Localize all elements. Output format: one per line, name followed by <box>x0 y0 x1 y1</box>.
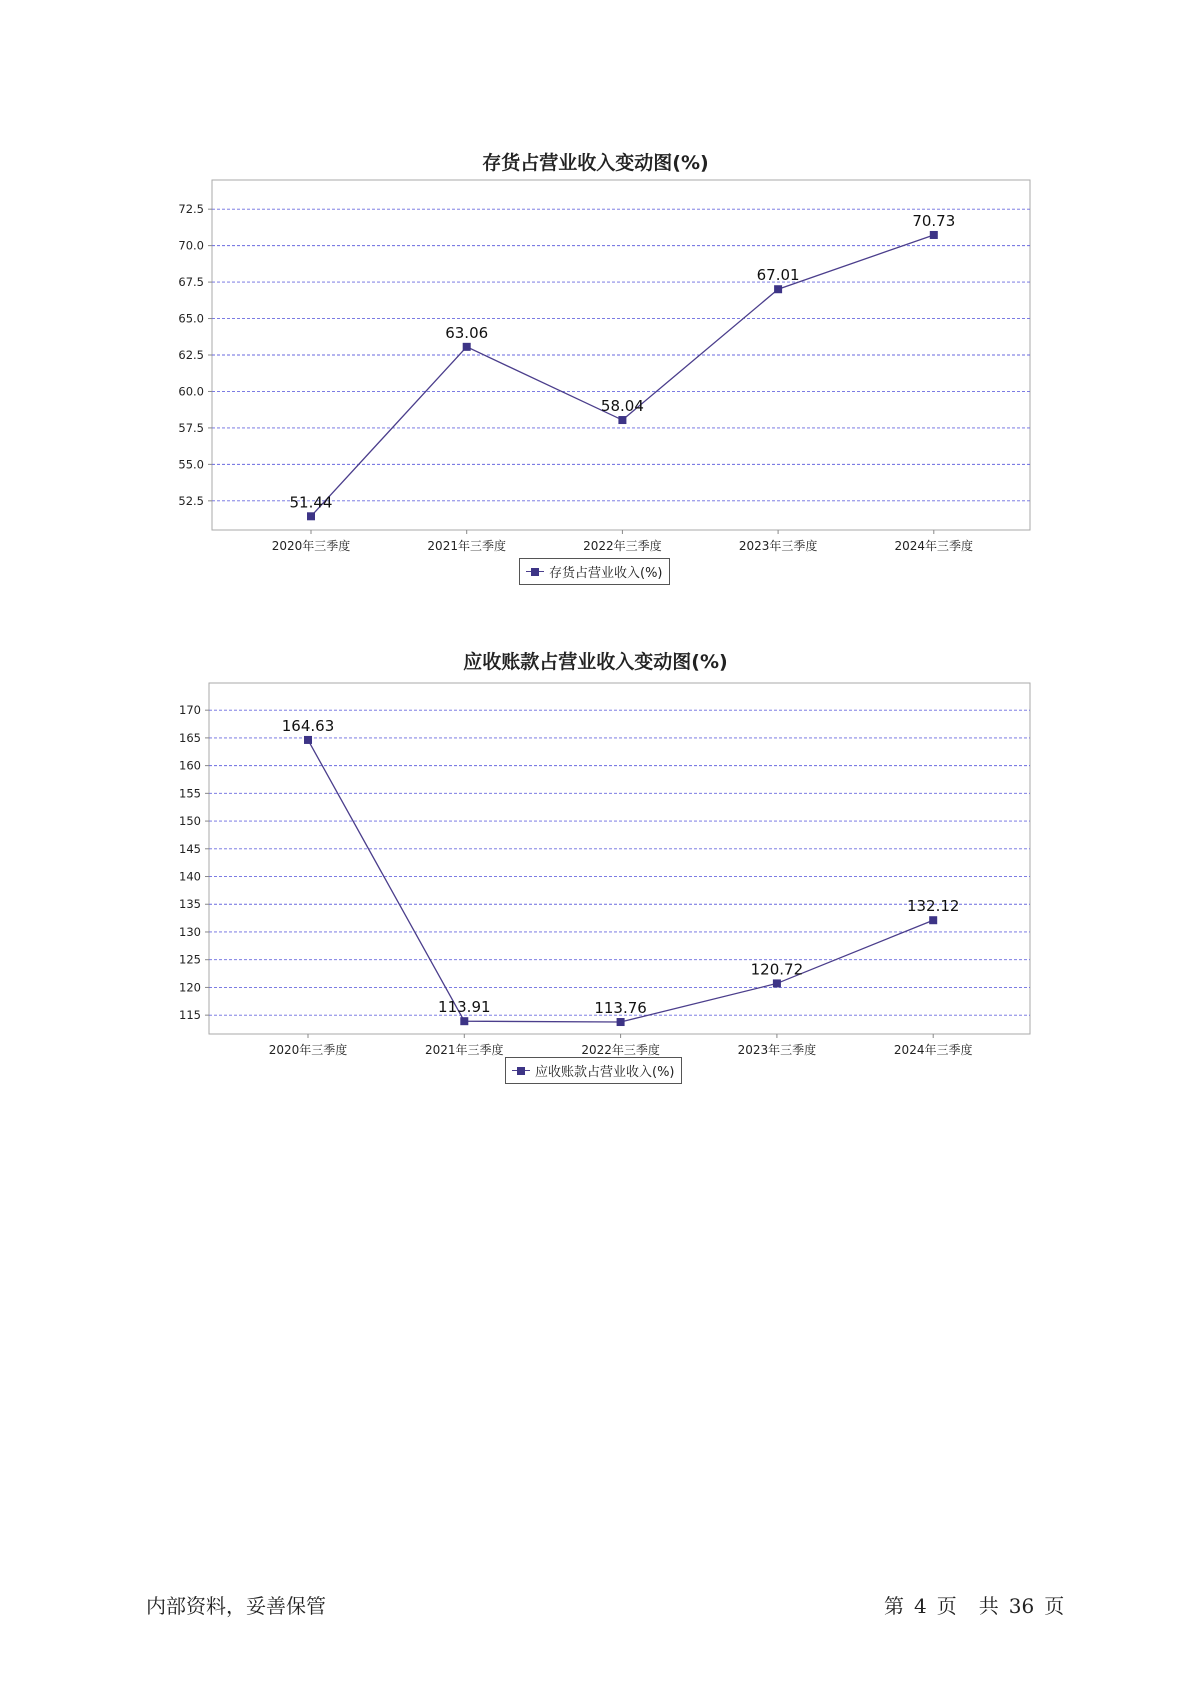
x-tick-label: 2022年三季度 <box>583 539 662 553</box>
y-tick-label: 155 <box>179 786 201 801</box>
y-tick-label: 125 <box>179 952 201 967</box>
data-label: 164.63 <box>281 716 335 735</box>
x-tick-label: 2022年三季度 <box>581 1043 660 1057</box>
y-tick-label: 57.5 <box>178 420 204 435</box>
legend-marker-icon <box>526 566 544 578</box>
x-tick-label: 2024年三季度 <box>894 539 974 553</box>
y-tick-label: 70.0 <box>178 238 204 253</box>
data-point <box>929 916 937 924</box>
data-label: 67.01 <box>756 266 800 285</box>
x-tick-label: 2023年三季度 <box>738 539 818 553</box>
data-label: 132.12 <box>906 897 960 916</box>
y-tick-label: 120 <box>179 980 201 995</box>
y-tick-label: 55.0 <box>178 457 204 472</box>
data-point <box>460 1017 468 1025</box>
y-tick-label: 135 <box>179 897 201 912</box>
chart1-title: 存货占营业收入变动图(%) <box>482 152 709 174</box>
data-point <box>774 285 782 293</box>
y-tick-label: 115 <box>179 1008 201 1023</box>
chart2-plot <box>0 670 1191 1180</box>
y-tick-label: 62.5 <box>178 348 204 362</box>
y-tick-label: 65.0 <box>178 311 204 326</box>
chart2-title: 应收账款占营业收入变动图(%) <box>463 651 728 673</box>
chart2-legend <box>505 1057 682 1084</box>
data-label: 113.91 <box>438 998 491 1017</box>
y-tick-label: 145 <box>179 841 201 856</box>
y-tick-label: 150 <box>179 814 201 829</box>
y-tick-label: 140 <box>179 869 201 884</box>
y-tick-label: 52.5 <box>178 493 204 508</box>
data-point <box>304 736 312 744</box>
data-point <box>463 343 471 351</box>
x-tick-label: 2021年三季度 <box>427 539 506 553</box>
data-point <box>617 1018 625 1026</box>
chart1-plot <box>0 170 1191 700</box>
data-point <box>930 231 938 239</box>
page-mid: 页 <box>936 1594 957 1618</box>
chart1-legend <box>519 558 670 585</box>
chart2-legend-label: 应收账款占营业收入(%) <box>535 1065 675 1080</box>
data-label: 113.76 <box>594 999 647 1018</box>
data-point <box>618 416 626 424</box>
page-number: 4 <box>914 1594 927 1618</box>
y-tick-label: 130 <box>179 924 201 939</box>
y-tick-label: 165 <box>179 730 201 745</box>
footer-confidential-note: 内部资料，妥善保管 <box>146 1594 326 1618</box>
y-tick-label: 60.0 <box>178 384 204 399</box>
total-suffix: 页 <box>1044 1594 1065 1618</box>
plot-area <box>209 683 1030 1034</box>
data-point <box>307 512 315 520</box>
data-label: 120.72 <box>750 960 804 979</box>
x-tick-label: 2020年三季度 <box>268 1043 348 1057</box>
data-label: 58.04 <box>600 397 644 416</box>
footer-page-indicator <box>884 1590 1074 1619</box>
y-tick-label: 72.5 <box>178 202 204 217</box>
data-label: 63.06 <box>445 323 489 342</box>
data-label: 51.44 <box>289 493 333 512</box>
data-label: 70.73 <box>912 211 956 230</box>
x-tick-label: 2021年三季度 <box>425 1043 504 1057</box>
total-pages: 36 <box>1008 1594 1035 1618</box>
x-tick-label: 2023年三季度 <box>737 1043 817 1057</box>
y-tick-label: 160 <box>179 758 201 773</box>
y-tick-label: 170 <box>179 703 201 718</box>
y-tick-label: 67.5 <box>178 275 204 290</box>
legend-marker-icon <box>512 1065 530 1077</box>
total-prefix: 共 <box>978 1594 999 1618</box>
x-tick-label: 2024年三季度 <box>893 1043 973 1057</box>
page-prefix: 第 <box>884 1594 904 1618</box>
data-point <box>773 979 781 987</box>
x-tick-label: 2020年三季度 <box>271 539 351 553</box>
chart1-legend-label: 存货占营业收入(%) <box>549 566 663 581</box>
